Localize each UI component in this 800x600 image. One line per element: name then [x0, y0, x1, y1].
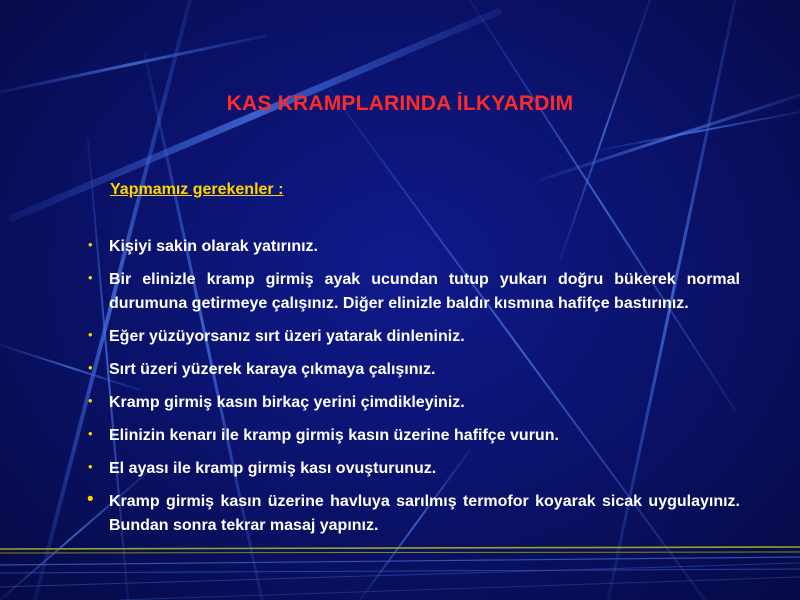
bullet-icon: •	[88, 360, 93, 375]
band-line	[0, 552, 800, 553]
list-item-text: Eğer yüzüyorsanız sırt üzeri yatarak dinleniniz.	[109, 328, 465, 345]
list-item-text: El ayası ile kramp girmiş kası ovuşturunuz.	[109, 460, 437, 477]
list-item	[88, 391, 740, 415]
list-item-text: Kramp girmiş kasın üzerine havluya sarılmış termofor koyarak sicak uygulayınız. Bundan sonra tekrar masaj yapınız.	[109, 493, 740, 534]
bullet-icon: •	[88, 237, 93, 252]
bg-streak	[600, 112, 800, 150]
list-item	[88, 490, 740, 538]
subheading: Yapmamız gerekenler :	[110, 181, 284, 198]
band-line	[0, 569, 800, 573]
bullet-icon: •	[87, 489, 94, 510]
list-item	[88, 325, 740, 349]
bullet-icon: •	[88, 327, 93, 342]
bg-streak	[560, 0, 650, 260]
list-item	[88, 424, 740, 448]
bottom-decoration-band	[0, 543, 800, 600]
bullet-icon: •	[88, 426, 93, 441]
list-item-text: Bir elinizle kramp girmiş ayak ucundan tutup yukarı doğru bükerek normal durumuna getirmeye çalışınız. Diğer elinizle baldır kısmına hafifçe bastırınız.	[109, 271, 740, 312]
list-item	[88, 268, 740, 316]
list-item	[88, 358, 740, 382]
band-line	[0, 563, 800, 587]
band-line	[0, 557, 800, 565]
bg-streak	[0, 36, 265, 92]
bullet-icon: •	[88, 270, 93, 285]
list-item-text: Elinizin kenarı ile kramp girmiş kasın üzerine hafifçe vurun.	[109, 427, 559, 444]
list-item-text: Kramp girmiş kasın birkaç yerini çimdikleyiniz.	[109, 394, 465, 411]
list-item-text: Kişiyi sakin olarak yatırınız.	[109, 238, 318, 255]
instruction-list	[88, 235, 740, 547]
slide-title: KAS KRAMPLARINDA İLKYARDIM	[226, 92, 574, 115]
band-line	[0, 547, 800, 549]
list-item-text: Sırt üzeri yüzerek karaya çıkmaya çalışınız.	[109, 361, 436, 378]
bullet-icon: •	[88, 393, 93, 408]
bullet-icon: •	[88, 459, 93, 474]
list-item	[88, 457, 740, 481]
list-item	[88, 235, 740, 259]
